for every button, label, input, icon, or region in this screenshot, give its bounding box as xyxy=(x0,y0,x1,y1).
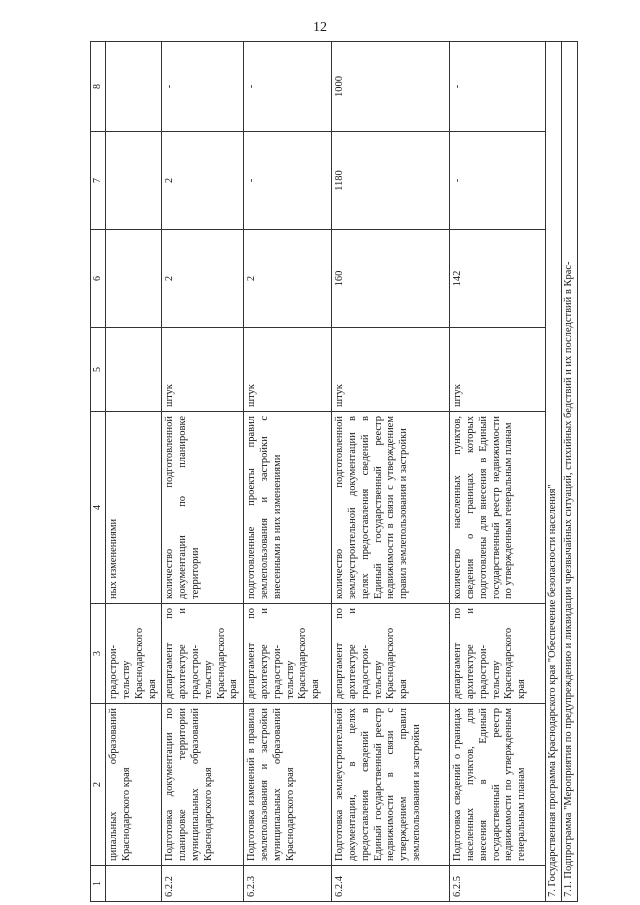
row-id: 6.2.2 xyxy=(162,866,244,902)
row-value-8: - xyxy=(244,42,332,132)
row-executor: департамент по архитектуре и градострои-тельству Краснодарского края xyxy=(162,604,244,704)
row-executor: департамент по архитектуре и градострои-тельству Краснодарского края xyxy=(332,604,450,704)
row-id: 6.2.5 xyxy=(450,866,546,902)
row-name: Подготовка изменений в правила землепользования и застройки муниципальных образований Краснодарского края xyxy=(244,704,332,866)
row-indicator: количество подготовленной землеустроительной документации в целях предоставления сведений в Единый государственный реестр недвижимости в связи с утверждением правил землепользования и застройки xyxy=(332,412,450,604)
row-id xyxy=(106,866,162,902)
rotated-table-area xyxy=(90,42,574,902)
row-value-6: 2 xyxy=(162,230,244,328)
row-value-6: 142 xyxy=(450,230,546,328)
table-row xyxy=(162,42,244,902)
row-name: Подготовка землеустроительной документации, в целях предоставления сведений в Единый государственный реестр недвижимости в связи с утверждением правил землепользования и застройки xyxy=(332,704,450,866)
row-unit: штук xyxy=(332,328,450,412)
table-row xyxy=(244,42,332,902)
row-value-8: - xyxy=(450,42,546,132)
row-value-8 xyxy=(106,42,162,132)
subsection-title: 7.1. Подпрограмма "Мероприятия по предупреждению и ликвидации чрезвычайных ситуаций, стихийных бедствий и их последствий в Крас- xyxy=(561,42,577,902)
row-value-6: 160 xyxy=(332,230,450,328)
row-executor: департамент по архитектуре и градострои-тельству Краснодарского края xyxy=(244,604,332,704)
landscape-table-frame xyxy=(90,42,574,902)
row-indicator: количество подготовленной документации по планировке территории xyxy=(162,412,244,604)
column-number: 4 xyxy=(91,412,106,604)
row-id: 6.2.3 xyxy=(244,866,332,902)
row-value-7 xyxy=(106,132,162,230)
row-value-7: 1180 xyxy=(332,132,450,230)
table-row xyxy=(332,42,450,902)
row-indicator: количество населенных пунктов, сведения о границах которых подготовлены для внесения в Единый государственный реестр недвижимости по утвержденным генеральным планам xyxy=(450,412,546,604)
row-value-8: 1000 xyxy=(332,42,450,132)
row-executor: градострои-тельству Краснодарского края xyxy=(106,604,162,704)
row-value-7: - xyxy=(450,132,546,230)
page-number: 12 xyxy=(313,20,327,35)
row-executor: департамент по архитектуре и градострои-тельству Краснодарского края xyxy=(450,604,546,704)
row-unit: штук xyxy=(244,328,332,412)
column-number-row xyxy=(91,42,106,902)
row-value-6: 2 xyxy=(244,230,332,328)
column-number: 3 xyxy=(91,604,106,704)
program-indicators-table xyxy=(90,41,578,902)
column-number: 7 xyxy=(91,132,106,230)
column-number: 8 xyxy=(91,42,106,132)
column-number: 1 xyxy=(91,866,106,902)
row-name: ципальных образований Краснодарского края xyxy=(106,704,162,866)
column-number: 5 xyxy=(91,328,106,412)
row-value-7: - xyxy=(244,132,332,230)
row-id: 6.2.4 xyxy=(332,866,450,902)
row-value-6 xyxy=(106,230,162,328)
row-name: Подготовка документации по планировке территории муниципальных образований Краснодарского края xyxy=(162,704,244,866)
row-unit: штук xyxy=(162,328,244,412)
column-number: 2 xyxy=(91,704,106,866)
subsection-row xyxy=(561,42,577,902)
row-unit xyxy=(106,328,162,412)
section-row xyxy=(546,42,562,902)
row-value-8: - xyxy=(162,42,244,132)
row-unit: штук xyxy=(450,328,546,412)
row-indicator: подготовленные проекты правил землепользования и застройки с внесенными в них изменениями xyxy=(244,412,332,604)
column-number: 6 xyxy=(91,230,106,328)
section-title: 7. Государственная программа Краснодарского края "Обеспечение безопасности населения" xyxy=(546,42,562,902)
row-value-7: 2 xyxy=(162,132,244,230)
row-indicator: ных изменениями xyxy=(106,412,162,604)
table-row xyxy=(450,42,546,902)
table-row xyxy=(106,42,162,902)
row-name: Подготовка сведений о границах населенных пунктов, для внесения в Единый государственный реестр недвижимости по утвержденным генеральным планам xyxy=(450,704,546,866)
